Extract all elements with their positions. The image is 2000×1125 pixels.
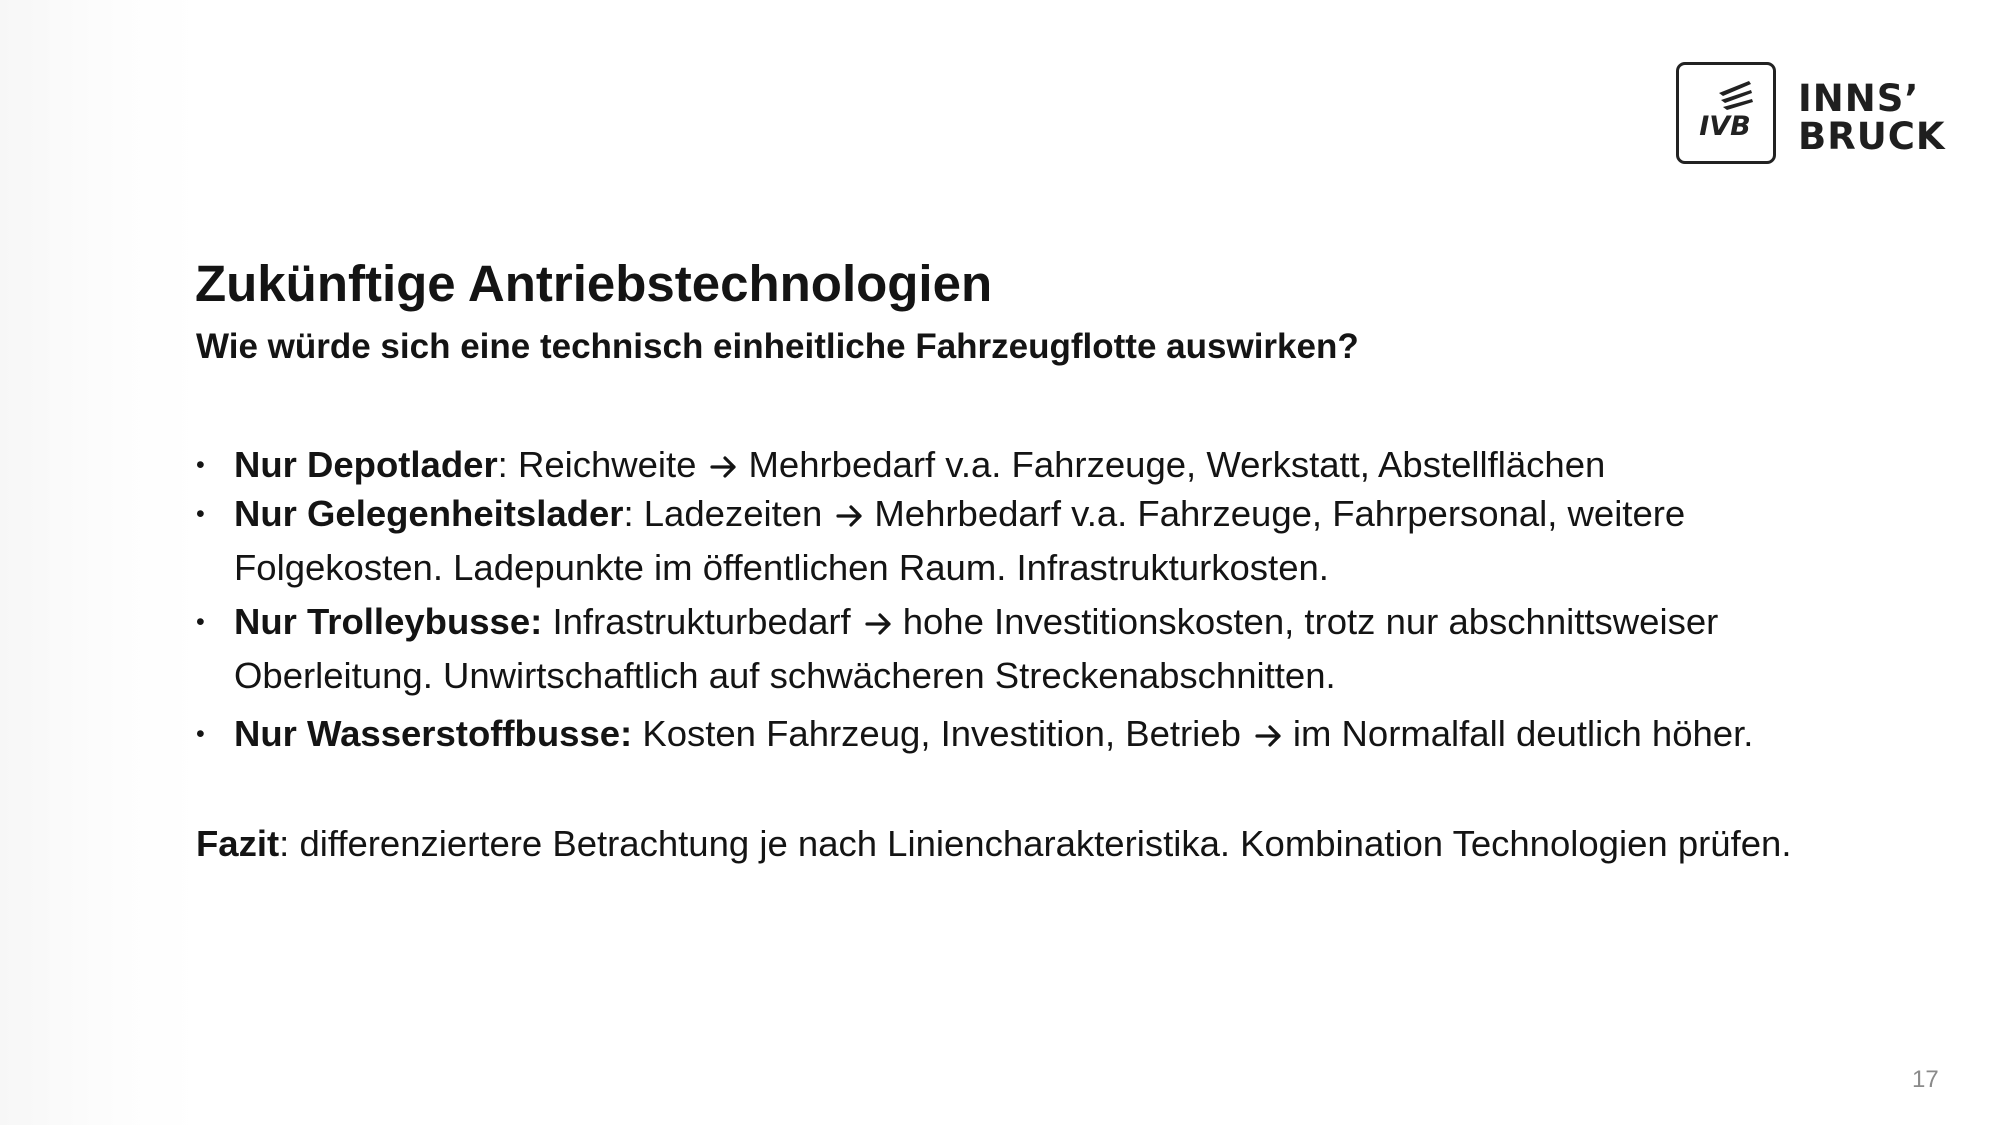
page-subtitle: Wie würde sich eine technisch einheitliche Fahrzeugflotte auswirken? [196, 327, 1359, 366]
bullet-dot-icon: • [196, 608, 205, 636]
list-item [196, 595, 1856, 703]
ivb-innsbruck-logo [1676, 62, 1948, 170]
right-arrow-icon [865, 612, 893, 636]
bullet-label: Nur Gelegenheitslader [234, 493, 624, 534]
logo-wordmark-line1: INNS’ [1798, 77, 1920, 120]
logo-mark-text: IVB [1699, 111, 1751, 142]
right-arrow-icon [710, 455, 738, 479]
bullet-label: Nur Wasserstoffbusse: [234, 713, 633, 754]
right-arrow-icon [836, 504, 864, 528]
list-item [196, 487, 1856, 595]
bullet-consequence: Mehrbedarf v.a. Fahrzeuge, Fahrpersonal, weitere Folgekosten. Ladepunkte im öffentlichen Raum. Infrastrukturkosten. [234, 493, 1686, 588]
bullet-text: Ladezeiten [633, 493, 823, 534]
list-item [196, 438, 1856, 492]
conclusion-label: Fazit [196, 823, 280, 864]
bullet-separator: : [497, 444, 508, 485]
bullet-label: Nur Trolleybusse: [234, 601, 543, 642]
bullet-consequence: Mehrbedarf v.a. Fahrzeuge, Werkstatt, Abstellflächen [748, 444, 1606, 485]
bullet-separator: : [623, 493, 634, 534]
list-item [196, 707, 1856, 761]
bullet-label: Nur Depotlader [234, 444, 498, 485]
right-arrow-icon [1255, 724, 1283, 748]
bullet-dot-icon: • [196, 451, 205, 479]
page-number: 17 [1912, 1066, 1939, 1093]
conclusion-text: : differenziertere Betrachtung je nach Liniencharakteristika. Kombination Technologien prüfen. [279, 823, 1792, 864]
conclusion [196, 817, 1791, 871]
page-title: Zukünftige Antriebstechnologien [195, 255, 993, 312]
bullet-text: Reichweite [507, 444, 697, 485]
ivb-logo-icon [1676, 62, 1776, 164]
bullet-consequence: im Normalfall deutlich höher. [1292, 713, 1754, 754]
bullet-list [196, 438, 1856, 761]
bullet-text: Infrastrukturbedarf [542, 601, 851, 642]
bullet-consequence: hohe Investitionskosten, trotz nur abschnittsweiser Oberleitung. Unwirtschaftlich auf schwächeren Streckenabschnitten. [234, 601, 1719, 696]
bullet-dot-icon: • [196, 500, 205, 528]
bullet-text: Kosten Fahrzeug, Investition, Betrieb [632, 713, 1241, 754]
bullet-dot-icon: • [196, 720, 205, 748]
logo-wordmark-line2: BRUCK [1798, 115, 1946, 158]
